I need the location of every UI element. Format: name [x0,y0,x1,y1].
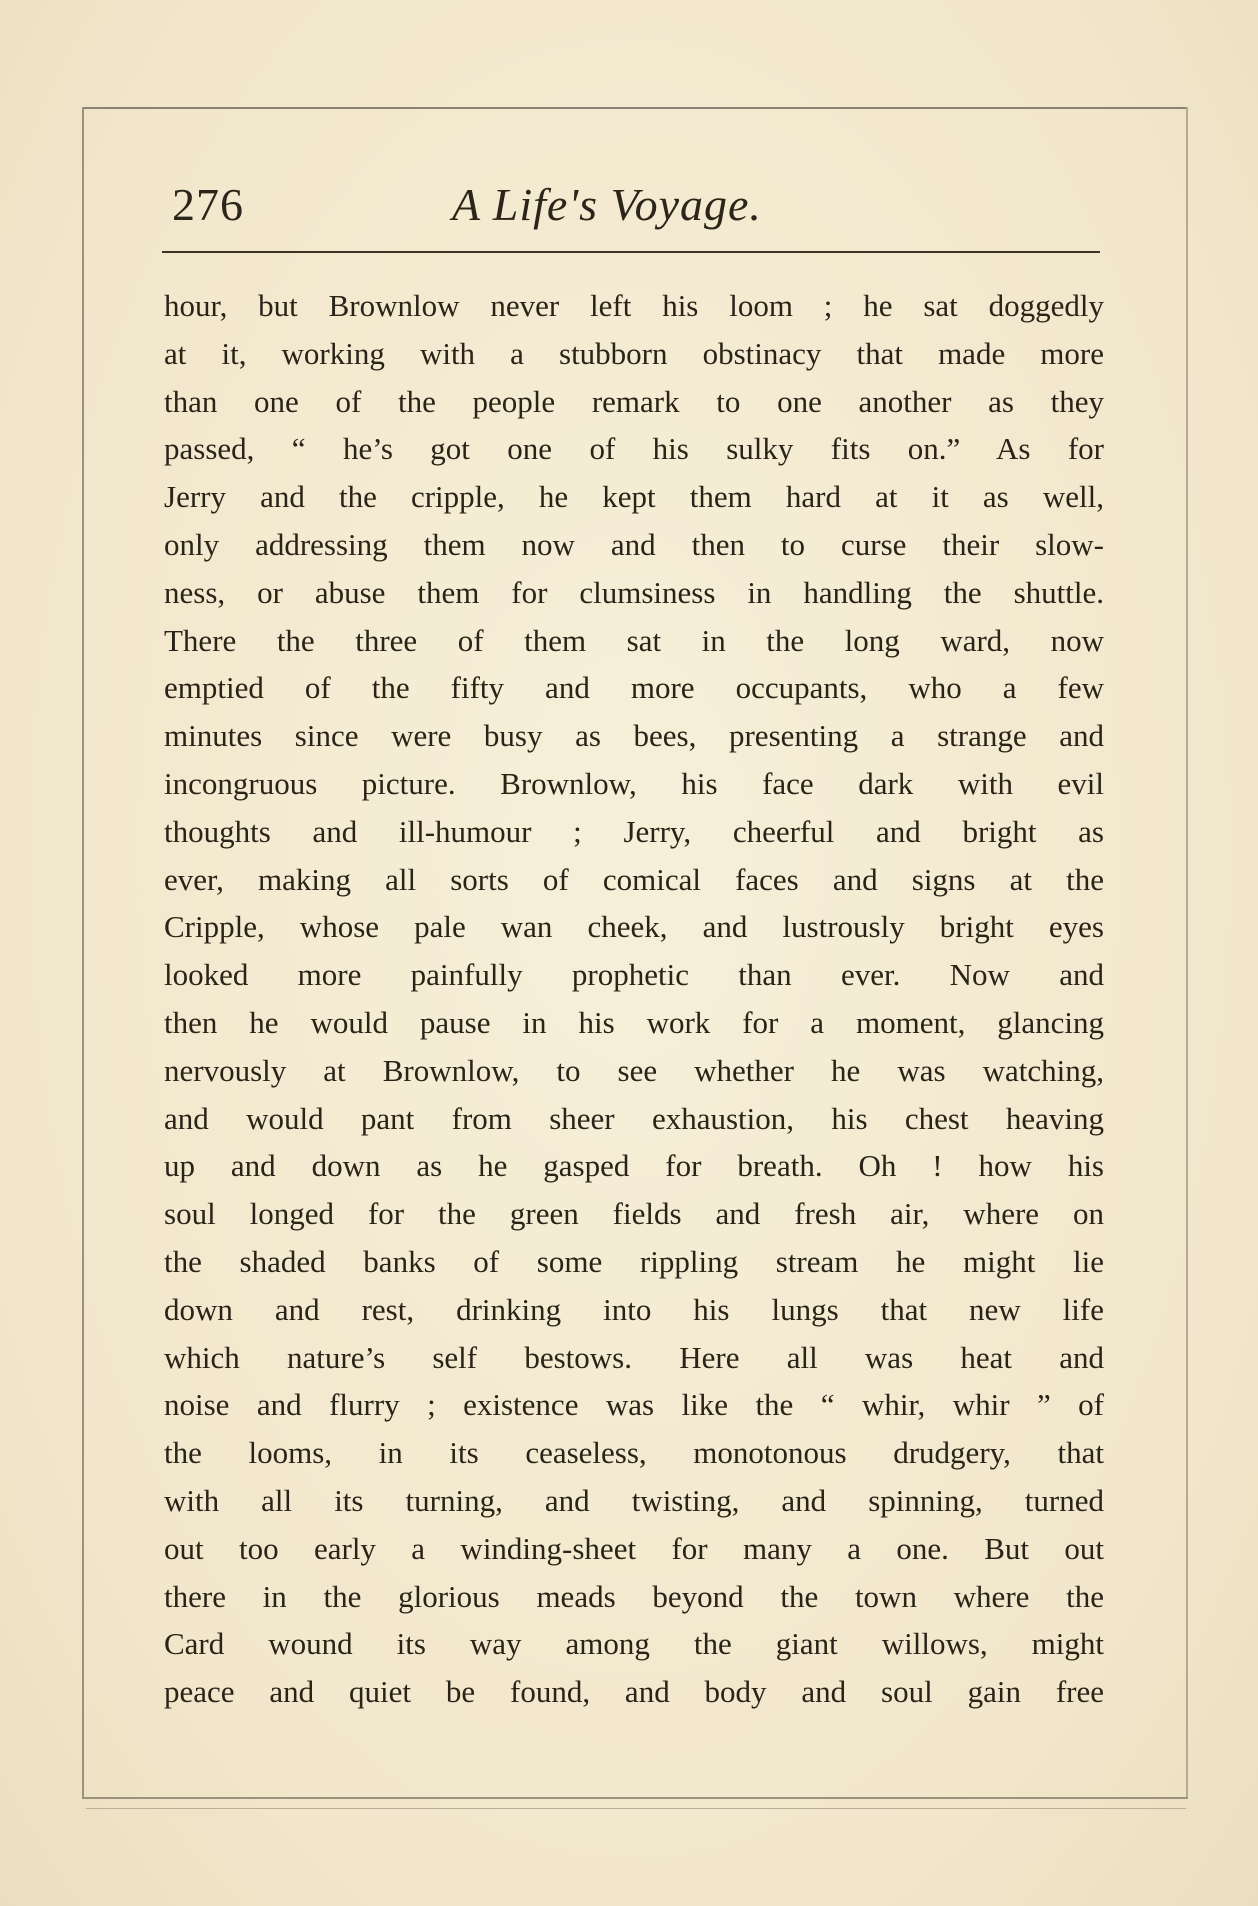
text-line: looked more painfully prophetic than ever. Now and [164,957,1104,993]
text-line: the shaded banks of some rippling stream he might lie [164,1243,1104,1279]
text-line: incongruous picture. Brownlow, his face dark with evil [164,765,1104,801]
text-line: ness, or abuse them for clumsiness in handling the shuttle. [164,574,1104,610]
text-line: There the three of them sat in the long ward, now [164,622,1104,658]
text-line: Cripple, whose pale wan cheek, and lustrously bright eyes [164,909,1104,945]
text-line: with all its turning, and twisting, and spinning, turned [164,1482,1104,1518]
text-line: Jerry and the cripple, he kept them hard at it as well, [164,479,1104,515]
text-line: minutes since were busy as bees, presenting a strange and [164,718,1104,754]
text-line: soul longed for the green fields and fresh air, where on [164,1196,1104,1232]
running-header [162,178,1102,238]
text-line: Card wound its way among the giant willows, might [164,1626,1104,1662]
text-line: there in the glorious meads beyond the town where the [164,1578,1104,1614]
text-line: at it, working with a stubborn obstinacy that made more [164,335,1104,371]
text-line: ever, making all sorts of comical faces and signs at the [164,861,1104,897]
text-line: then he would pause in his work for a moment, glancing [164,1004,1104,1040]
text-line: up and down as he gasped for breath. Oh ! how his [164,1148,1104,1184]
text-line: hour, but Brownlow never left his loom ; he sat doggedly [164,288,1104,323]
text-line: than one of the people remark to one another as they [164,383,1104,419]
running-title: A Life's Voyage. [452,179,762,230]
page-border-left [82,107,84,1797]
text-line: thoughts and ill-humour ; Jerry, cheerful and bright as [164,813,1104,849]
text-line: passed, “ he’s got one of his sulky fits on.” As for [164,431,1104,467]
text-line: which nature’s self bestows. Here all was heat and [164,1339,1104,1375]
text-line: the looms, in its ceaseless, monotonous drudgery, that [164,1435,1104,1471]
page-border-right [1186,107,1188,1797]
text-line: and would pant from sheer exhaustion, his chest heaving [164,1100,1104,1136]
header-rule [162,251,1100,253]
page-border-bottom-shadow [86,1808,1186,1809]
text-line: emptied of the fifty and more occupants, who a few [164,670,1104,706]
page-border-top [82,107,1188,109]
text-line: down and rest, drinking into his lungs that new life [164,1291,1104,1327]
text-line: only addressing them now and then to curse their slow- [164,526,1104,562]
body-text [164,282,1104,1716]
page-number: 276 [172,179,244,230]
text-line: noise and flurry ; existence was like the “ whir, whir ” of [164,1387,1104,1423]
text-line: out too early a winding-sheet for many a one. But out [164,1530,1104,1566]
text-line: nervously at Brownlow, to see whether he was watching, [164,1052,1104,1088]
text-line: peace and quiet be found, and body and soul gain free [164,1674,1104,1710]
page-border-bottom [82,1797,1188,1799]
